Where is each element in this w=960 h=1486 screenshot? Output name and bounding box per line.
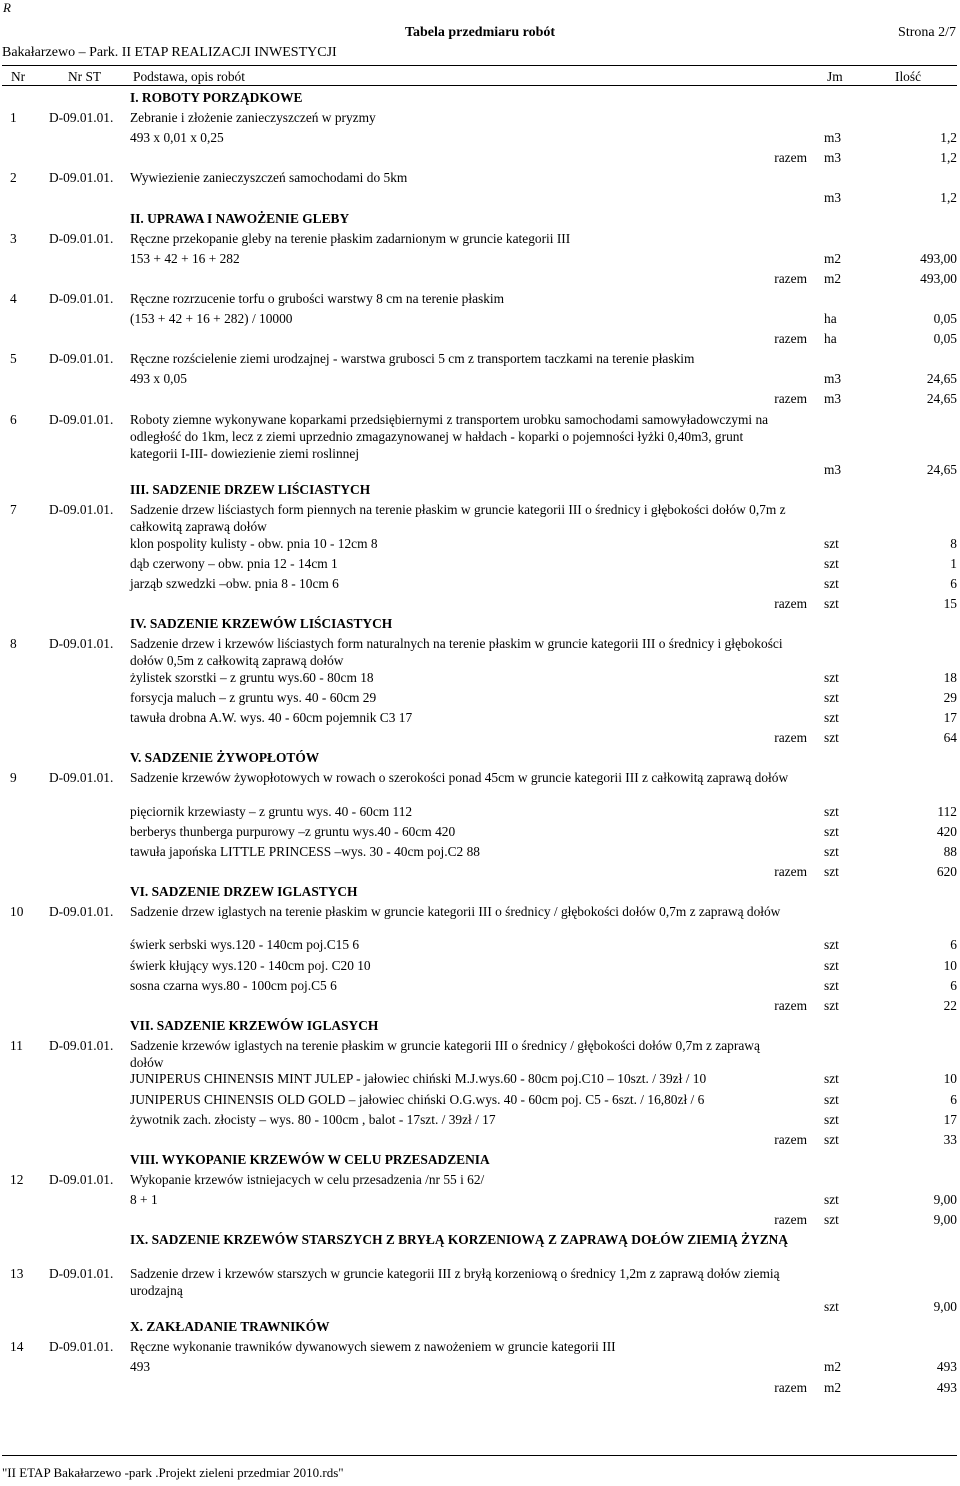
unit: szt — [824, 1299, 839, 1315]
calc-row — [2, 935, 957, 955]
col-nr: Nr — [11, 69, 26, 84]
calc-row — [2, 976, 957, 996]
unit: szt — [824, 689, 839, 705]
razem-label: razem — [774, 863, 807, 879]
item-row — [2, 1264, 957, 1298]
spec-code: D-09.01.01. — [49, 1265, 114, 1281]
quantity: 17 — [943, 1111, 957, 1127]
calc-row — [2, 822, 957, 842]
razem-label: razem — [774, 331, 807, 347]
description: Zebranie i złożenie zanieczyszczeń w pryzmy — [130, 110, 376, 126]
description: Ręczne wykonanie trawników dywanowych siewem z nawożeniem w gruncie kategorii III — [130, 1339, 616, 1355]
calc-row — [2, 842, 957, 862]
section-title: V. SADZENIE ŻYWOPŁOTÓW — [130, 749, 320, 765]
calc-row — [2, 1069, 957, 1089]
description: JUNIPERUS CHINENSIS OLD GOLD – jałowiec chiński O.G.wys. 40 - 60cm poj. C5 - 6szt. / 16,80zł / 6 — [130, 1091, 705, 1107]
quantity: 420 — [936, 823, 957, 839]
description: forsycja maluch – z gruntu wys. 40 - 60cm 29 — [130, 689, 377, 705]
section-title: III. SADZENIE DRZEW LIŚCIASTYCH — [130, 481, 371, 497]
quantity: 1,2 — [940, 130, 957, 146]
section-heading — [2, 1317, 957, 1337]
razem-label: razem — [774, 997, 807, 1013]
item-row — [2, 410, 957, 460]
unit: ha — [824, 311, 837, 327]
section-title: IV. SADZENIE KRZEWÓW LIŚCIASTYCH — [130, 615, 393, 631]
quantity: 64 — [943, 729, 957, 745]
quantity: 493 — [936, 1359, 957, 1375]
spec-code: D-09.01.01. — [49, 290, 114, 306]
total-row — [2, 996, 957, 1016]
total-row — [2, 329, 957, 349]
quantity: 88 — [943, 843, 957, 859]
unit: m3 — [824, 130, 842, 146]
description: świerk kłujący wys.120 - 140cm poj. C20 10 — [130, 957, 371, 973]
item-number: 9 — [10, 770, 17, 786]
quantity: 24,65 — [926, 461, 957, 477]
footer-filename: "II ETAP Bakałarzewo -park .Projekt zieleni przedmiar 2010.rds" — [2, 1465, 344, 1480]
description: Ręczne rozrzucenie torfu o grubości warstwy 8 cm na terenie płaskim — [130, 290, 505, 306]
section-heading — [2, 1230, 957, 1264]
unit: m3 — [824, 190, 842, 206]
spec-code: D-09.01.01. — [49, 770, 114, 786]
footer-rule — [2, 1455, 957, 1456]
calc-row — [2, 369, 957, 389]
description: 493 — [130, 1359, 151, 1375]
quantity: 112 — [937, 803, 957, 819]
unit: szt — [824, 555, 839, 571]
spec-code: D-09.01.01. — [49, 903, 114, 919]
razem-label: razem — [774, 270, 807, 286]
description: Wywiezienie zanieczyszczeń samochodami do 5km — [130, 170, 408, 186]
total-row — [2, 389, 957, 409]
unit: szt — [824, 803, 839, 819]
calc-row — [2, 802, 957, 822]
quantity: 9,00 — [933, 1192, 957, 1208]
quantity: 33 — [943, 1131, 957, 1147]
section-heading — [2, 480, 957, 500]
description: Sadzenie drzew iglastych na terenie płaskim w gruncie kategorii III o średnicy / głębokości dołów 0,7m z zaprawą dołów — [130, 903, 781, 919]
description: żywotnik zach. złocisty – wys. 80 - 100cm , balot - 17szt. / 39zł / 17 — [130, 1111, 496, 1127]
calc-row — [2, 668, 957, 688]
unit: m3 — [824, 371, 842, 387]
item-number: 1 — [10, 110, 17, 126]
section-heading — [2, 209, 957, 229]
description: sosna czarna wys.80 - 100cm poj.C5 6 — [130, 977, 337, 993]
unit: szt — [824, 1091, 839, 1107]
col-qty: Ilość — [895, 69, 922, 84]
spec-code: D-09.01.01. — [49, 636, 114, 652]
quantity: 6 — [950, 575, 957, 591]
quantity: 22 — [943, 997, 957, 1013]
total-row — [2, 269, 957, 289]
unit: m3 — [824, 461, 842, 477]
unit: szt — [824, 977, 839, 993]
unit: m2 — [824, 250, 842, 266]
description: tawuła japońska LITTLE PRINCESS –wys. 30 - 40cm poj.C2 88 — [130, 843, 480, 859]
calc-row — [2, 688, 957, 708]
calc-row — [2, 1110, 957, 1130]
spec-code: D-09.01.01. — [49, 170, 114, 186]
unit: szt — [824, 1192, 839, 1208]
total-row — [2, 728, 957, 748]
section-title: II. UPRAWA I NAWOŻENIE GLEBY — [130, 210, 350, 226]
unit: m2 — [824, 1379, 842, 1395]
description: pięciornik krzewiasty – z gruntu wys. 40 - 60cm 112 — [130, 803, 413, 819]
calc-row — [2, 188, 957, 208]
description: jarząb szwedzki –obw. pnia 8 - 10cm 6 — [130, 575, 339, 591]
spec-code: D-09.01.01. — [49, 110, 114, 126]
total-row — [2, 1210, 957, 1230]
section-title: IX. SADZENIE KRZEWÓW STARSZYCH Z BRYŁĄ KORZENIOWĄ Z ZAPRAWĄ DOŁÓW ZIEMIĄ ŻYZNĄ — [130, 1232, 789, 1248]
project-name: Bakałarzewo – Park. II ETAP REALIZACJI INWESTYCJI — [2, 45, 337, 60]
quantity: 493,00 — [920, 250, 957, 266]
unit: m2 — [824, 1359, 842, 1375]
corner-mark: R — [3, 0, 11, 15]
description: 8 + 1 — [130, 1192, 158, 1208]
description: 493 x 0,05 — [130, 371, 187, 387]
item-number: 13 — [10, 1265, 24, 1281]
calc-row — [2, 534, 957, 554]
quantity: 1 — [950, 555, 957, 571]
spec-code: D-09.01.01. — [49, 1171, 114, 1187]
item-row — [2, 349, 957, 369]
spec-code: D-09.01.01. — [49, 502, 114, 518]
razem-label: razem — [774, 150, 807, 166]
quantity: 493 — [936, 1379, 957, 1395]
unit: szt — [824, 1071, 839, 1087]
razem-label: razem — [774, 391, 807, 407]
item-row — [2, 1337, 957, 1357]
section-heading — [2, 1016, 957, 1036]
quantity: 620 — [936, 863, 957, 879]
spec-code: D-09.01.01. — [49, 1037, 114, 1053]
spec-code: D-09.01.01. — [49, 230, 114, 246]
razem-label: razem — [774, 595, 807, 611]
quantity: 17 — [943, 709, 957, 725]
item-number: 5 — [10, 351, 17, 367]
quantity: 1,2 — [940, 150, 957, 166]
item-row — [2, 500, 957, 534]
item-number: 4 — [10, 290, 17, 306]
item-number: 14 — [10, 1339, 24, 1355]
description: Sadzenie drzew liściastych form piennych na terenie płaskim w gruncie kategorii III o średnicy i głębokości dołów 0,7m z całkowitą zaprawą dołów — [130, 502, 786, 535]
quantity: 10 — [943, 957, 957, 973]
item-row — [2, 1170, 957, 1190]
page-number: Strona 2/7 — [898, 25, 956, 40]
section-heading — [2, 748, 957, 768]
razem-label: razem — [774, 1131, 807, 1147]
spec-code: D-09.01.01. — [49, 411, 114, 427]
description: 153 + 42 + 16 + 282 — [130, 250, 240, 266]
unit: ha — [824, 331, 837, 347]
description: Ręczne rozścielenie ziemi urodzajnej - warstwa grubosci 5 cm z transportem taczkami na terenie płaskim — [130, 351, 695, 367]
calc-row — [2, 128, 957, 148]
total-row — [2, 862, 957, 882]
unit: szt — [824, 709, 839, 725]
description: żylistek szorstki – z gruntu wys.60 - 80cm 18 — [130, 669, 374, 685]
razem-label: razem — [774, 729, 807, 745]
description: Sadzenie drzew i krzewów starszych w gruncie kategorii III z bryłą korzeniową o średnicy 1,2m z zaprawą dołów ziemią urodzajną — [130, 1265, 780, 1298]
calc-row — [2, 1090, 957, 1110]
quantity: 15 — [943, 595, 957, 611]
total-row — [2, 1130, 957, 1150]
calc-row — [2, 1190, 957, 1210]
item-number: 11 — [10, 1037, 23, 1053]
quantity: 6 — [950, 1091, 957, 1107]
total-row — [2, 1378, 957, 1398]
unit: szt — [824, 669, 839, 685]
section-title: VII. SADZENIE KRZEWÓW IGLASYCH — [130, 1017, 379, 1033]
description: dąb czerwony – obw. pnia 12 - 14cm 1 — [130, 555, 338, 571]
total-row — [2, 594, 957, 614]
item-row — [2, 229, 957, 249]
quantity: 10 — [943, 1071, 957, 1087]
quantity: 1,2 — [940, 190, 957, 206]
unit: szt — [824, 1131, 839, 1147]
description: Ręczne przekopanie gleby na terenie płaskim zadarnionym w gruncie kategorii III — [130, 230, 571, 246]
unit: szt — [824, 957, 839, 973]
calc-row — [2, 249, 957, 269]
description: 493 x 0,01 x 0,25 — [130, 130, 224, 146]
item-number: 7 — [10, 502, 17, 518]
section-title: X. ZAKŁADANIE TRAWNIKÓW — [130, 1319, 330, 1335]
total-row — [2, 148, 957, 168]
quantity: 8 — [950, 535, 957, 551]
quantity: 6 — [950, 937, 957, 953]
quantity: 24,65 — [926, 371, 957, 387]
column-header — [2, 65, 957, 86]
section-heading — [2, 88, 957, 108]
item-row — [2, 634, 957, 668]
description: Roboty ziemne wykonywane koparkami przedsiębiernymi z transportem urobku samochodami samowyładowczymi na odległość do 1km, lecz z ziemi uprzednio zmagazynowanej w hałdach - koparki o pojemności łyżki 0,40m3, grunt kategorii I-III- dowiezienie ziemi roslinnej — [130, 411, 769, 461]
unit: szt — [824, 595, 839, 611]
item-row — [2, 108, 957, 128]
description: berberys thunberga purpurowy –z gruntu wys.40 - 60cm 420 — [130, 823, 456, 839]
description: tawuła drobna A.W. wys. 40 - 60cm pojemnik C3 17 — [130, 709, 413, 725]
calc-row — [2, 309, 957, 329]
unit: szt — [824, 843, 839, 859]
calc-row — [2, 460, 957, 480]
quantity: 9,00 — [933, 1299, 957, 1315]
description: Sadzenie krzewów żywopłotowych w rowach o szerokości ponad 45cm w gruncie kategorii III z całkowitą zaprawą dołów — [130, 770, 789, 786]
description: świerk serbski wys.120 - 140cm poj.C15 6 — [130, 937, 360, 953]
item-number: 12 — [10, 1171, 24, 1187]
item-number: 2 — [10, 170, 17, 186]
unit: m2 — [824, 270, 842, 286]
spec-code: D-09.01.01. — [49, 351, 114, 367]
col-jm: Jm — [827, 69, 843, 84]
section-heading — [2, 1150, 957, 1170]
quantity: 6 — [950, 977, 957, 993]
description: Sadzenie drzew i krzewów liściastych form naturalnych na terenie płaskim w gruncie kategorii III o średnicy i głębokości dołów 0,5m z całkowitą zaprawą dołów — [130, 636, 783, 669]
unit: szt — [824, 997, 839, 1013]
unit: m3 — [824, 391, 842, 407]
unit: szt — [824, 823, 839, 839]
bill-of-quantities — [2, 88, 957, 1398]
description: Sadzenie krzewów iglastych na terenie płaskim w gruncie kategorii III o średnicy / głębokości dołów 0,7m z zaprawą dołów — [130, 1037, 760, 1070]
calc-row — [2, 708, 957, 728]
description: (153 + 42 + 16 + 282) / 10000 — [130, 311, 293, 327]
item-number: 8 — [10, 636, 17, 652]
item-row — [2, 289, 957, 309]
quantity: 0,05 — [933, 311, 957, 327]
unit: m3 — [824, 150, 842, 166]
quantity: 29 — [943, 689, 957, 705]
description: JUNIPERUS CHINENSIS MINT JULEP - jałowiec chiński M.J.wys.60 - 80cm poj.C10 – 10szt. / 39zł / 10 — [130, 1071, 707, 1087]
section-heading — [2, 882, 957, 902]
unit: szt — [824, 729, 839, 745]
item-row — [2, 902, 957, 936]
item-row — [2, 1036, 957, 1070]
unit: szt — [824, 575, 839, 591]
quantity: 18 — [943, 669, 957, 685]
calc-row — [2, 554, 957, 574]
calc-row — [2, 956, 957, 976]
quantity: 493,00 — [920, 270, 957, 286]
item-number: 3 — [10, 230, 17, 246]
razem-label: razem — [774, 1379, 807, 1395]
calc-row — [2, 1297, 957, 1317]
calc-row — [2, 1357, 957, 1377]
description: Wykopanie krzewów istniejacych w celu przesadzenia /nr 55 i 62/ — [130, 1171, 485, 1187]
unit: szt — [824, 937, 839, 953]
col-desc: Podstawa, opis robót — [133, 69, 245, 84]
section-heading — [2, 614, 957, 634]
unit: szt — [824, 1212, 839, 1228]
section-title: VI. SADZENIE DRZEW IGLASTYCH — [130, 883, 358, 899]
page-title: Tabela przedmiaru robót — [404, 25, 556, 40]
section-title: I. ROBOTY PORZĄDKOWE — [130, 90, 303, 105]
description: klon pospolity kulisty - obw. pnia 10 - 12cm 8 — [130, 535, 378, 551]
razem-label: razem — [774, 1212, 807, 1228]
unit: szt — [824, 863, 839, 879]
quantity: 0,05 — [933, 331, 957, 347]
spec-code: D-09.01.01. — [49, 1339, 114, 1355]
col-nr-st: Nr ST — [68, 69, 102, 84]
calc-row — [2, 574, 957, 594]
quantity: 24,65 — [926, 391, 957, 407]
unit: szt — [824, 1111, 839, 1127]
quantity: 9,00 — [933, 1212, 957, 1228]
item-number: 6 — [10, 411, 17, 427]
item-number: 10 — [10, 903, 24, 919]
item-row — [2, 168, 957, 188]
section-title: VIII. WYKOPANIE KRZEWÓW W CELU PRZESADZENIA — [130, 1151, 490, 1167]
unit: szt — [824, 535, 839, 551]
item-row — [2, 768, 957, 802]
